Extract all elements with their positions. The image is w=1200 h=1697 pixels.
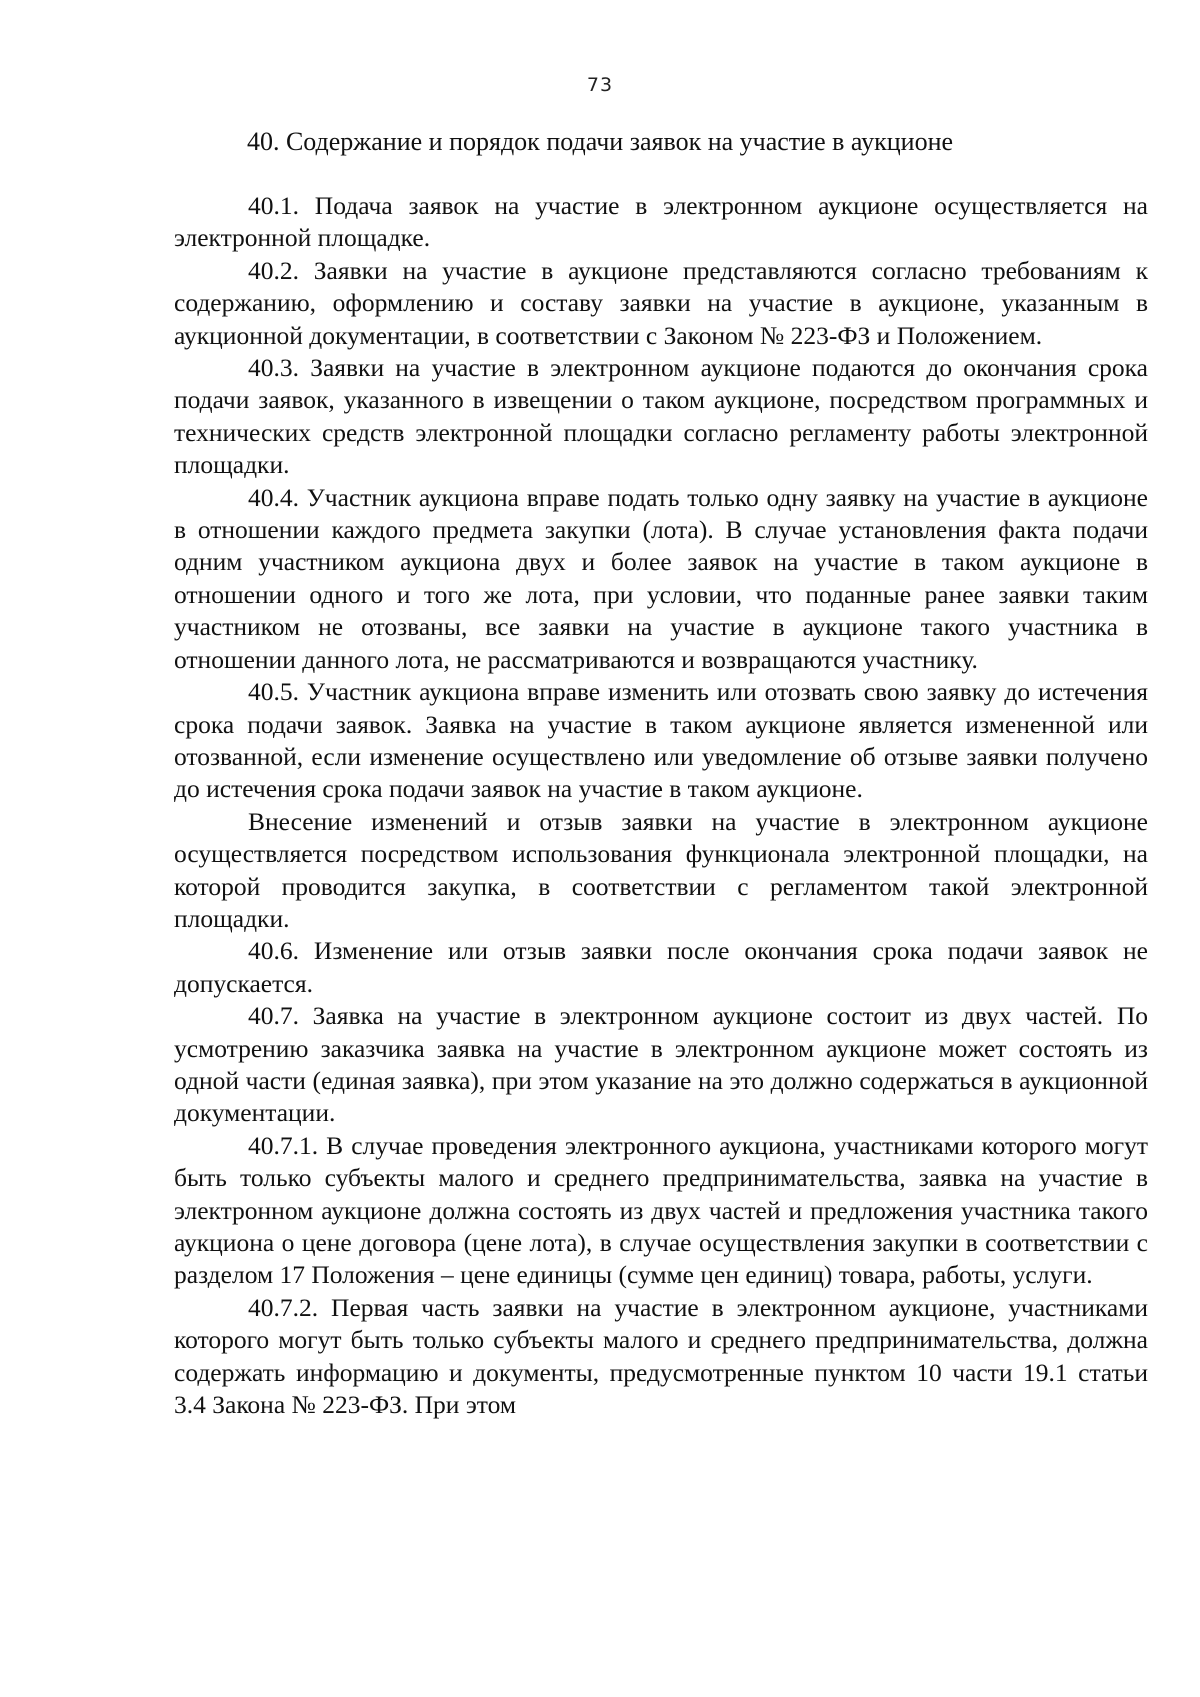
paragraph-40-1: 40.1. Подача заявок на участие в электронном аукционе осуществляется на электронной площадке. — [174, 191, 1148, 253]
document-body — [174, 190, 1148, 1421]
paragraph-40-7-2: 40.7.2. Первая часть заявки на участие в электронном аукционе, участниками которого могут быть только субъекты малого и среднего предпринимательства, должна содержать информацию и документы, предусмотренные пунктом 10 части 19.1 статьи 3.4 Закона № 223-ФЗ. При этом — [174, 1292, 1148, 1420]
paragraph-40-7-1: 40.7.1. В случае проведения электронного аукциона, участниками которого могут быть только субъекты малого и среднего предпринимательства, заявка на участие в электронном аукционе должна состоять из двух частей и предложения участника такого аукциона о цене договора (цене лота), в случае осуществления закупки в соответствии с разделом 17 Положения – цене единицы (сумме цен единиц) товара, работы, услуги. — [174, 1130, 1148, 1290]
section-title: 40. Содержание и порядок подачи заявок на участие в аукционе — [246, 127, 954, 156]
paragraph-40-2: 40.2. Заявки на участие в аукционе представляются согласно требованиям к содержанию, оформлению и составу заявки на участие в аукционе, указанным в аукционной документации, в соответствии с Законом № 223-ФЗ и Положением. — [174, 255, 1148, 350]
page-number: 73 — [586, 74, 614, 96]
paragraph-40-3: 40.3. Заявки на участие в электронном аукционе подаются до окончания срока подачи заявок, указанного в извещении о таком аукционе, посредством программных и технических средств электронной площадки согласно регламенту работы электронной площадки. — [174, 353, 1148, 480]
paragraph-40-6: 40.6. Изменение или отзыв заявки после окончания срока подачи заявок не допускается. — [174, 936, 1148, 998]
paragraph-40-5-continuation: Внесение изменений и отзыв заявки на участие в электронном аукционе осуществляется посредством использования функционала электронной площадки, на которой проводится закупка, в соответствии с регламентом такой электронной площадки. — [174, 806, 1148, 933]
paragraph-40-7: 40.7. Заявка на участие в электронном аукционе состоит из двух частей. По усмотрению заказчика заявка на участие в электронном аукционе может состоять из одной части (единая заявка), при этом указание на это должно содержаться в аукционной документации. — [174, 1001, 1148, 1128]
paragraph-40-4: 40.4. Участник аукциона вправе подать только одну заявку на участие в аукционе в отношении каждого предмета закупки (лота). В случае установления факта подачи одним участником аукциона двух и более заявок на участие в таком аукционе в отношении одного и того же лота, при условии, что поданные ранее заявки таким участником не отозваны, все заявки на участие в аукционе такого участника в отношении данного лота, не рассматриваются и возвращаются участнику. — [174, 482, 1148, 674]
paragraph-40-5: 40.5. Участник аукциона вправе изменить или отозвать свою заявку до истечения срока подачи заявок. Заявка на участие в таком аукционе является измененной или отозванной, если изменение осуществлено или уведомление об отзыве заявки получено до истечения срока подачи заявок на участие в таком аукционе. — [174, 677, 1148, 804]
